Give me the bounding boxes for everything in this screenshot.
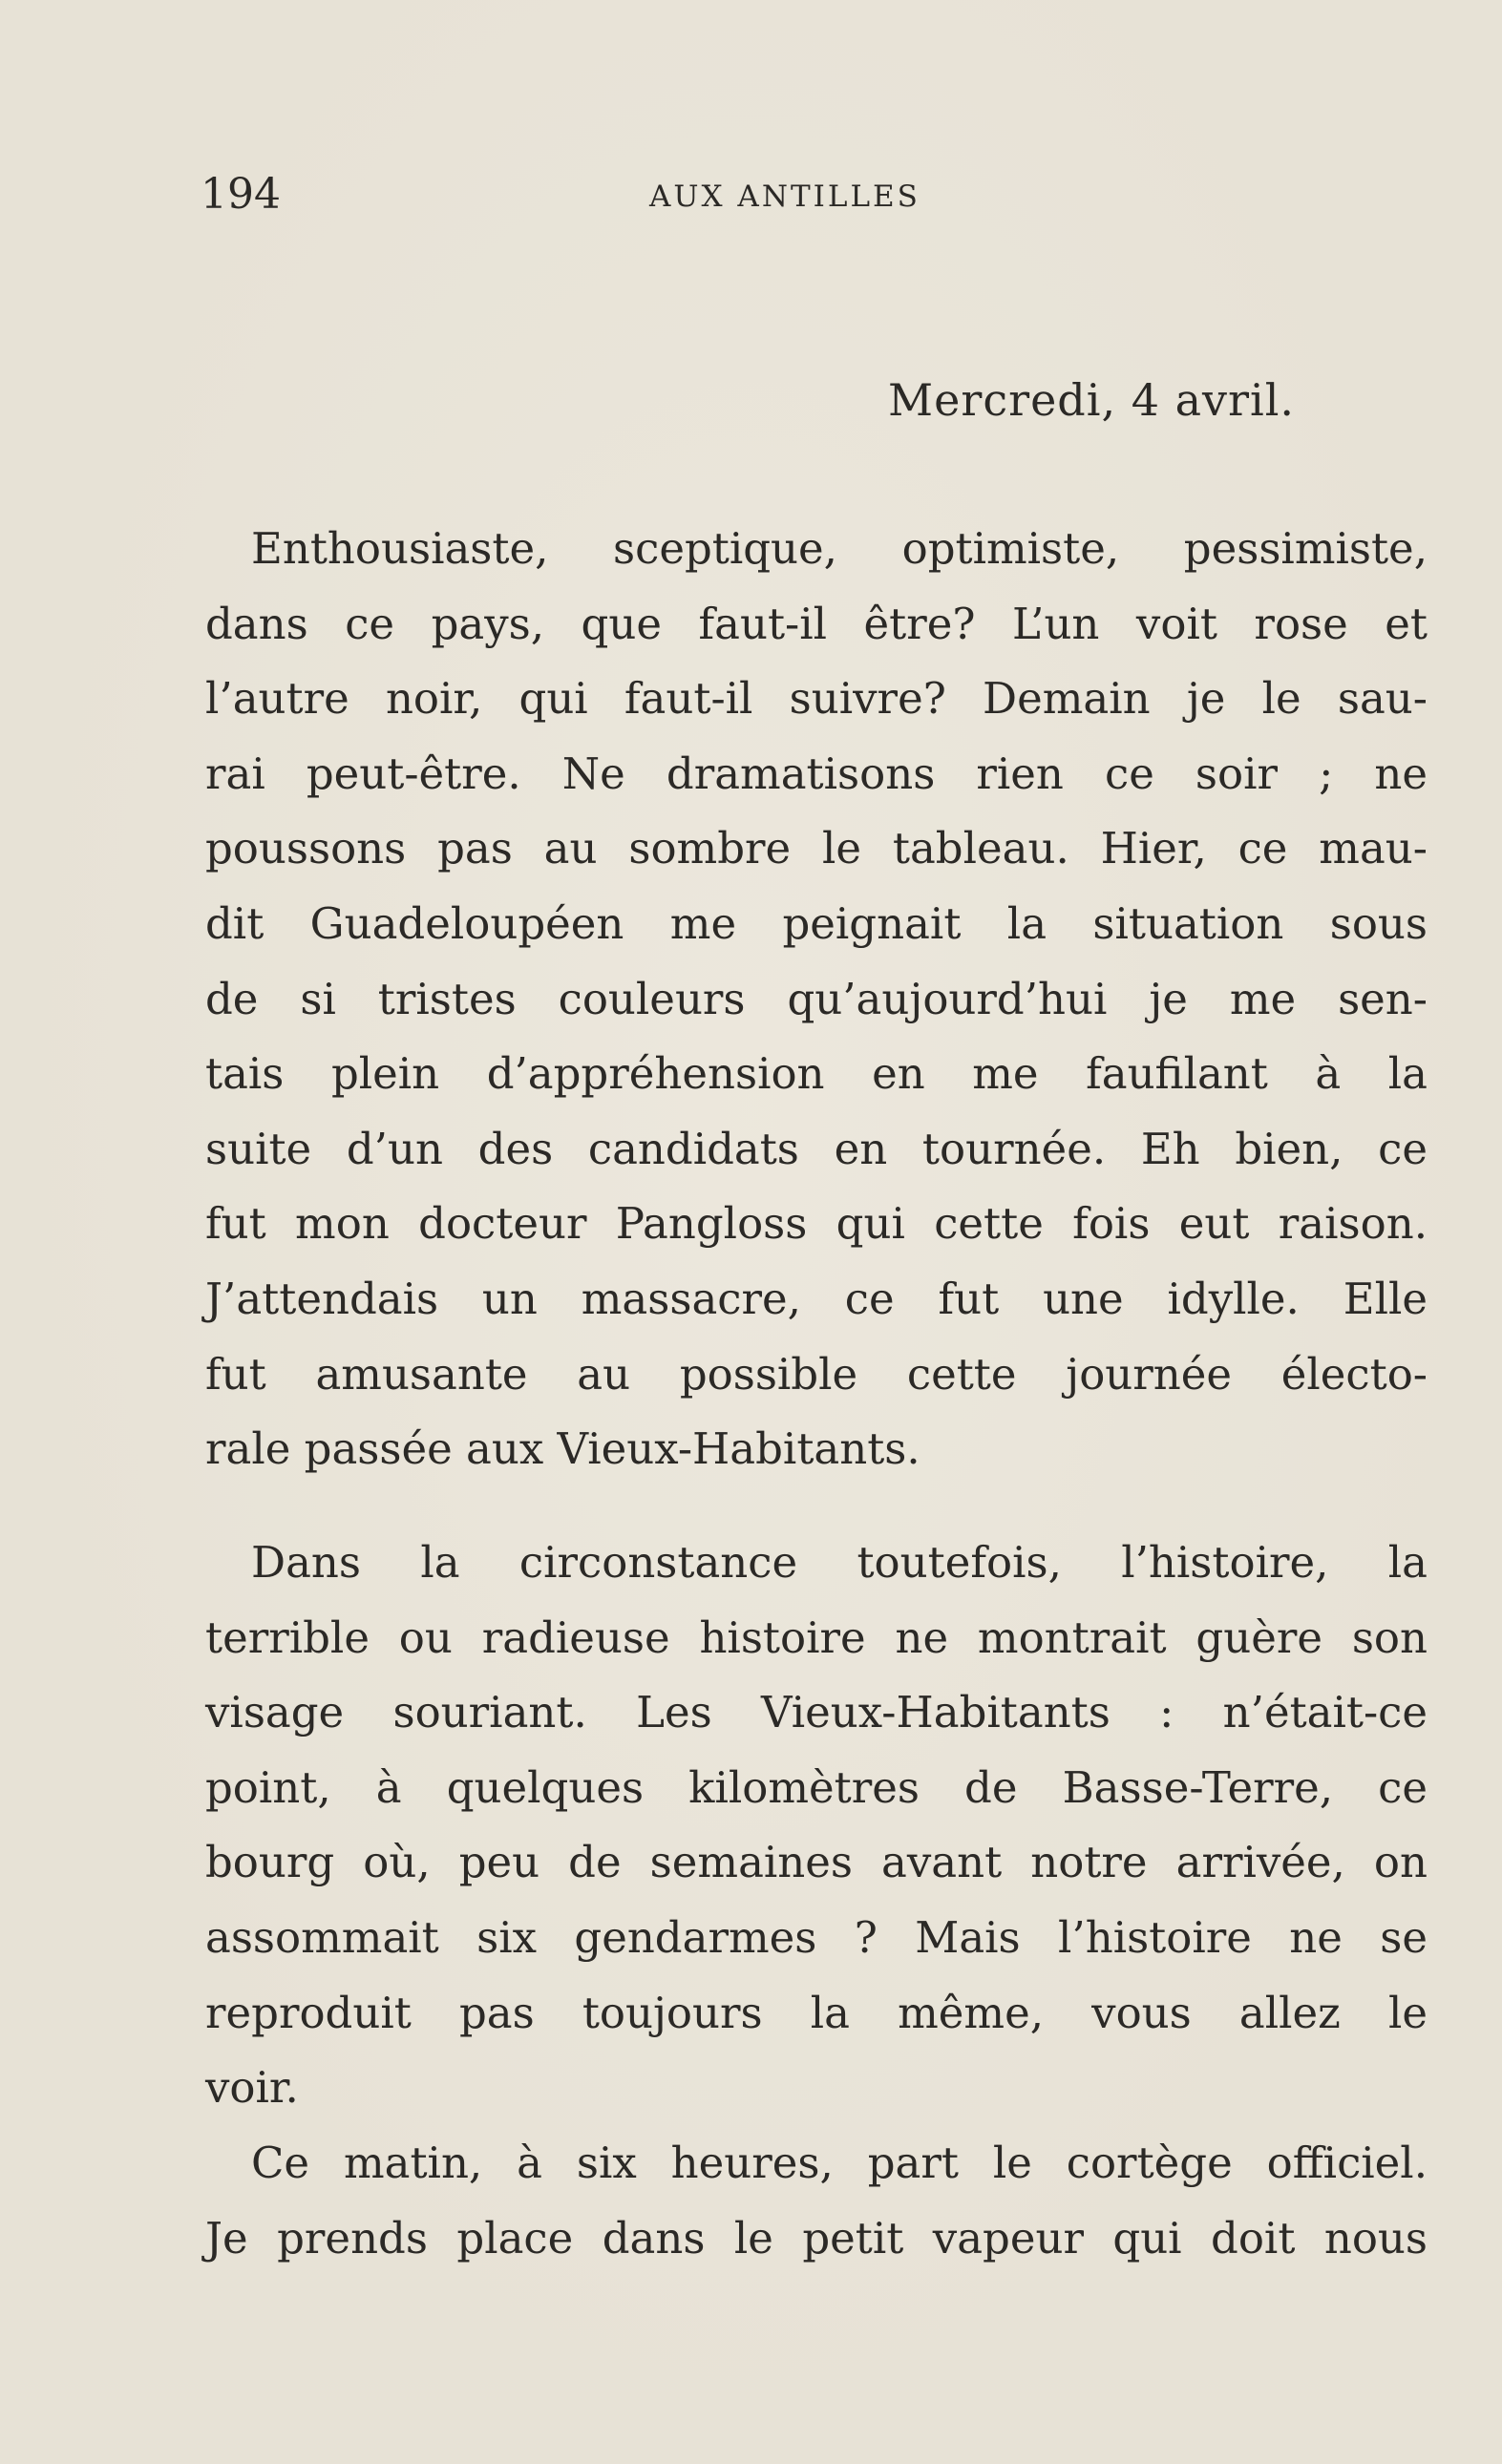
text-line: Ce matin, à six heures, part le cortège officiel. [251, 2138, 1428, 2188]
text-line: visage souriant. Les Vieux-Habitants : n’était-ce [205, 1687, 1428, 1738]
text-line: de si tristes couleurs qu’aujourd’hui je me sen- [205, 973, 1428, 1024]
text-line: poussons pas au sombre le tableau. Hier, ce mau- [205, 823, 1428, 874]
paragraph-2 [205, 1526, 1428, 2126]
text-line: J’attendais un massacre, ce fut une idylle. Elle [205, 1273, 1428, 1324]
text-line: suite d’un des candidats en tournée. Eh bien, ce [205, 1123, 1428, 1174]
running-head: AUX ANTILLES [649, 179, 920, 214]
text-line: rai peut-être. Ne dramatisons rien ce soir ; ne [205, 748, 1428, 799]
text-line: fut mon docteur Pangloss qui cette fois eut raison. [205, 1198, 1428, 1250]
text-line: assommait six gendarmes ? Mais l’histoire ne se [205, 1911, 1428, 1963]
text-line: rale passée aux Vieux-Habitants. [205, 1423, 920, 1475]
page-number: 194 [201, 170, 281, 219]
text-line: tais plein d’appréhension en me faufilant à la [205, 1048, 1428, 1100]
text-line: Je prends place dans le petit vapeur qui doit nous [205, 2212, 1428, 2264]
text-line: fut amusante au possible cette journée électo- [205, 1348, 1428, 1400]
text-line: point, à quelques kilomètres de Basse-Terre, ce [205, 1761, 1428, 1813]
text-line: l’autre noir, qui faut-il suivre? Demain je le sau- [205, 673, 1428, 725]
text-line: terrible ou radieuse histoire ne montrait guère son [205, 1611, 1428, 1663]
paragraph-1 [205, 512, 1428, 1487]
text-line: voir. [205, 2062, 299, 2114]
text-line: dit Guadeloupéen me peignait la situation sous [205, 897, 1428, 949]
dateline: Mercredi, 4 avril. [888, 374, 1296, 426]
paragraph-3 [205, 2126, 1428, 2276]
text-line: reproduit pas toujours la même, vous allez le [205, 1987, 1428, 2038]
text-line: Dans la circonstance toutefois, l’histoire, la [251, 1537, 1428, 1588]
page-header [201, 170, 1432, 227]
text-line: bourg où, peu de semaines avant notre arrivée, on [205, 1837, 1428, 1888]
text-line: Enthousiaste, sceptique, optimiste, pessimiste, [251, 523, 1428, 574]
text-line: dans ce pays, que faut-il être? L’un voit rose et [205, 598, 1428, 649]
